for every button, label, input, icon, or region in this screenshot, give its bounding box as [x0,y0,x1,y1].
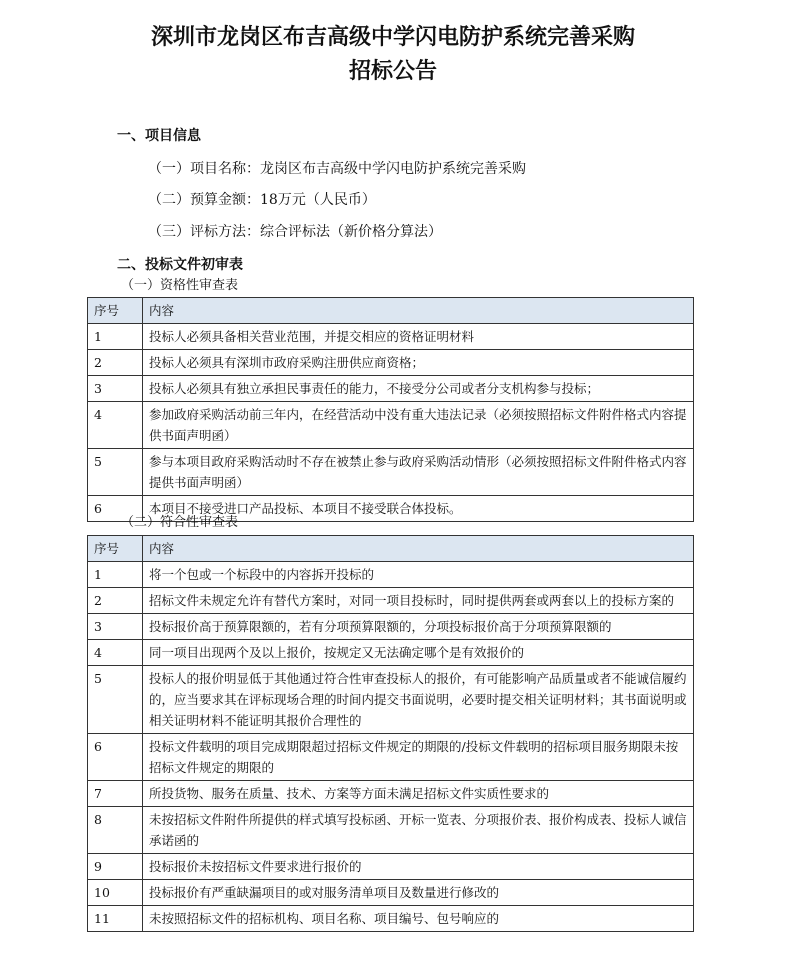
row-index: 10 [88,880,143,906]
row-content: 投标文件载明的项目完成期限超过招标文件规定的期限的/投标文件载明的招标项目服务期限未按招标文件规定的期限的 [143,734,694,781]
row-content: 未按招标文件附件所提供的样式填写投标函、开标一览表、分项报价表、报价构成表、投标人诚信承诺函的 [143,807,694,854]
row-index: 6 [88,496,143,522]
row-index: 11 [88,906,143,932]
table-header-row [88,536,694,562]
row-index: 1 [88,562,143,588]
row-content: 未按照招标文件的招标机构、项目名称、项目编号、包号响应的 [143,906,694,932]
row-content: 招标文件未规定允许有替代方案时，对同一项目投标时，同时提供两套或两套以上的投标方案的 [143,588,694,614]
row-content: 本项目不接受进口产品投标、本项目不接受联合体投标。 [143,496,694,522]
row-index: 3 [88,376,143,402]
qualification-review-table [87,297,694,522]
qualification-table-body [88,324,694,522]
project-name: （一）项目名称：龙岗区布吉高级中学闪电防护系统完善采购 [148,161,526,177]
table-row [88,376,694,402]
row-content: 投标报价未按招标文件要求进行报价的 [143,854,694,880]
header-content: 内容 [143,536,694,562]
evaluation-method: （三）评标方法：综合评标法（新价格分算法） [148,224,442,240]
row-content: 投标报价有严重缺漏项目的或对服务清单项目及数量进行修改的 [143,880,694,906]
budget-amount: （二）预算金额：18万元（人民币） [148,192,376,208]
table-header-row [88,298,694,324]
row-index: 8 [88,807,143,854]
row-index: 1 [88,324,143,350]
row-content: 投标报价高于预算限额的，若有分项预算限额的，分项投标报价高于分项预算限额的 [143,614,694,640]
section1-heading: 一、项目信息 [117,128,201,144]
header-index: 序号 [88,536,143,562]
compliance-table-body [88,562,694,932]
doc-title-line1: 深圳市龙岗区布吉高级中学闪电防护系统完善采购 [150,25,635,50]
doc-title-line2: 招标公告 [348,59,437,84]
header-index: 序号 [88,298,143,324]
row-content: 将一个包或一个标段中的内容拆开投标的 [143,562,694,588]
table-row [88,666,694,734]
row-content: 投标人必须具备相关营业范围，并提交相应的资格证明材料 [143,324,694,350]
row-index: 7 [88,781,143,807]
row-content: 投标人必须具有独立承担民事责任的能力，不接受分公司或者分支机构参与投标； [143,376,694,402]
row-content: 投标人必须具有深圳市政府采购注册供应商资格； [143,350,694,376]
row-content: 参与本项目政府采购活动时不存在被禁止参与政府采购活动情形（必须按照招标文件附件格式内容提供书面声明函） [143,449,694,496]
table-row [88,614,694,640]
table-row [88,880,694,906]
table-row [88,402,694,449]
row-index: 5 [88,449,143,496]
table-row [88,807,694,854]
row-index: 2 [88,588,143,614]
table-row [88,906,694,932]
row-index: 2 [88,350,143,376]
compliance-table-caption: （二）符合性审查表 [121,515,239,530]
table-row [88,588,694,614]
row-index: 3 [88,614,143,640]
table-row [88,562,694,588]
table-row [88,640,694,666]
row-index: 4 [88,640,143,666]
table-row [88,854,694,880]
row-content: 所投货物、服务在质量、技术、方案等方面未满足招标文件实质性要求的 [143,781,694,807]
table-row [88,734,694,781]
compliance-review-table [87,535,694,932]
table-row [88,350,694,376]
row-index: 5 [88,666,143,734]
row-content: 参加政府采购活动前三年内，在经营活动中没有重大违法记录（必须按照招标文件附件格式内容提供书面声明函） [143,402,694,449]
row-index: 6 [88,734,143,781]
header-content: 内容 [143,298,694,324]
section2-heading: 二、投标文件初审表 [117,257,243,273]
qualification-table-caption: （一）资格性审查表 [121,278,239,293]
row-content: 投标人的报价明显低于其他通过符合性审查投标人的报价，有可能影响产品质量或者不能诚信履约的，应当要求其在评标现场合理的时间内提交书面说明，必要时提交相关证明材料；其书面说明或相关证明材料不能证明其报价合理性的 [143,666,694,734]
row-content: 同一项目出现两个及以上报价，按规定又无法确定哪个是有效报价的 [143,640,694,666]
table-row [88,324,694,350]
row-index: 9 [88,854,143,880]
row-index: 4 [88,402,143,449]
table-row [88,449,694,496]
table-row [88,781,694,807]
